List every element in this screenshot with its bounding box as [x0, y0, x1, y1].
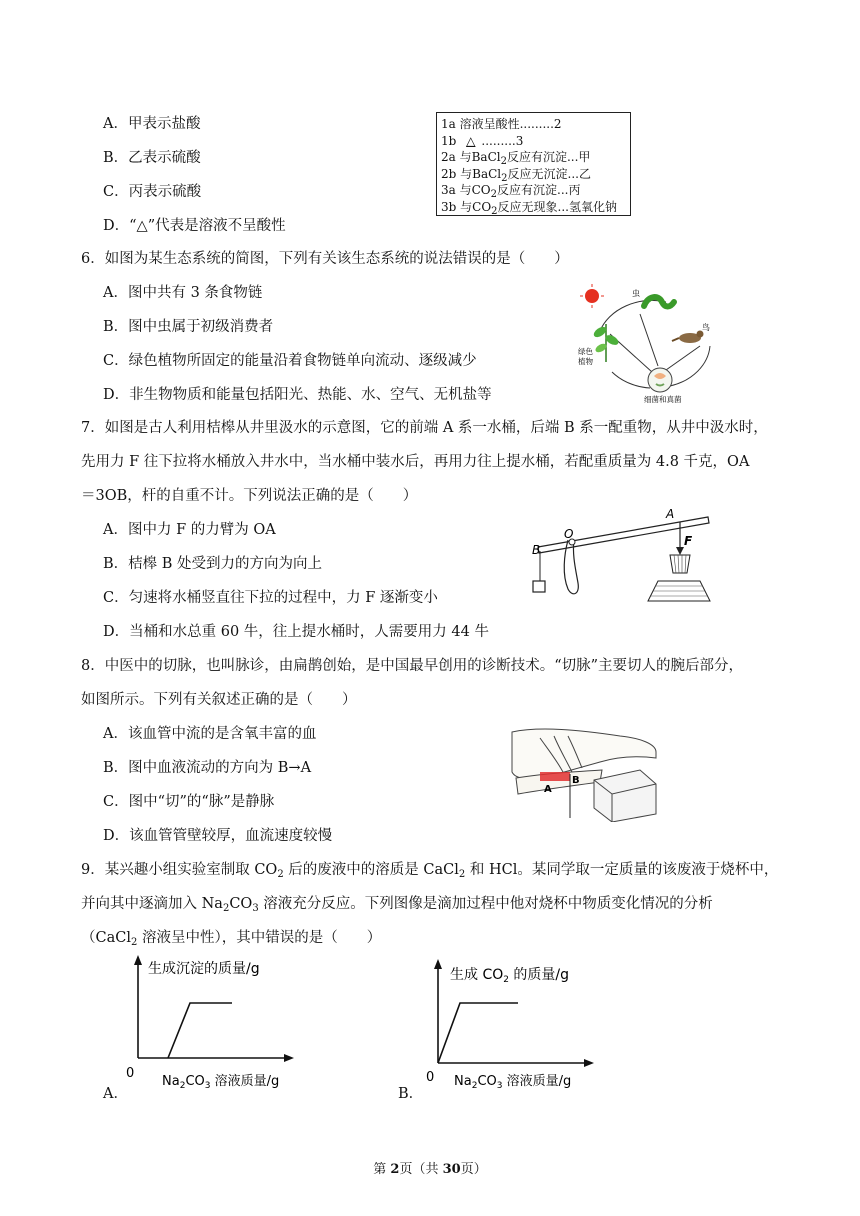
water-bucket	[670, 555, 690, 573]
q6-option-d: D．非生物物质和能量包括阳光、热能、水、空气、无机盐等	[103, 387, 492, 403]
q8-option-d: D．该血管管壁较厚，血流速度较慢	[103, 828, 333, 844]
label-insect: 虫	[632, 289, 640, 298]
q7-option-d: D．当桶和水总重 60 牛，往上提水桶时，人需要用力 44 牛	[103, 624, 489, 640]
q7-stem-line-3: ＝3OB，杆的自重不计。下列说法正确的是（ ）	[81, 488, 418, 504]
label-a: A	[666, 507, 675, 521]
graph-b-x-arrow	[584, 1059, 594, 1067]
key-line-2: 1b △ .........3	[441, 133, 524, 148]
q6-option-a: A．图中共有 3 条食物链	[103, 285, 263, 301]
key-line-1: 1a 溶液呈酸性.........2	[441, 117, 562, 131]
label-plant-2: 植物	[578, 357, 593, 366]
label-a: A	[544, 784, 552, 795]
cycle-arc-top	[600, 301, 666, 331]
total-pages: 30	[442, 1162, 461, 1177]
current-page: 2	[390, 1162, 400, 1177]
graph-b-y-arrow	[434, 959, 442, 969]
wrist-pillow	[594, 770, 656, 822]
q7-option-a: A．图中力 F 的力臂为 OA	[103, 522, 276, 538]
q9-stem-line-2: 并向其中逐滴加入 $Na_2CO_3$ 溶液充分反应。下列图像是滴加过程中他对烧杯中物质变化情况的分析	[81, 896, 713, 914]
counterweight-box	[533, 581, 545, 592]
q8-option-a: A．该血管中流的是含氧丰富的血	[103, 726, 317, 742]
label-b: B	[532, 543, 541, 557]
key-line-5: 3a 与$CO_2$反应有沉淀...丙	[441, 183, 581, 201]
graph-b-origin: 0	[426, 1070, 435, 1085]
sun-icon	[585, 289, 599, 303]
graph-b-xlabel: $Na_2CO_3$ 溶液质量/g	[454, 1074, 572, 1091]
cycle-arc-bottom	[612, 372, 650, 388]
graph-a-x-arrow	[284, 1054, 294, 1062]
q8-stem-line-1: 8．中医中的切脉，也叫脉诊，由扁鹊创始，是中国最早创用的诊断技术。“切脉”主要切人的腕后部分，	[81, 658, 744, 674]
graph-a-origin: 0	[126, 1066, 135, 1081]
key-line-3: 2a 与BaCl$_2$反应有沉淀...甲	[441, 150, 591, 168]
q8-option-b: B．图中血液流动的方向为 B→A	[103, 760, 312, 776]
q7-stem-line-1: 7．如图是古人利用桔槔从井里汲水的示意图，它的前端 A 系一水桶，后端 B 系一配重物，从井中汲水时，	[81, 420, 768, 436]
graph-a-y-arrow	[134, 955, 142, 965]
plant-icon	[592, 324, 620, 362]
triangle-symbol: △	[466, 133, 476, 148]
q6-option-b: B．图中虫属于初级消费者	[103, 319, 274, 335]
q7-option-c: C．匀速将水桶竖直往下拉的过程中，力 F 逐渐变小	[103, 590, 438, 606]
key-line-6: 3b 与$CO_2$反应无现象...氢氧化钠	[441, 199, 617, 217]
q9-stem-line-3: （CaCl$_2$ 溶液呈中性），其中错误的是（ ）	[81, 930, 382, 948]
graph-b	[418, 953, 608, 1093]
pivot-rope	[564, 540, 578, 594]
radial-artery	[540, 772, 570, 781]
q9-stem-line-1: 9．某兴趣小组实验室制取 $CO_2$ 后的废液中的溶质是 CaCl$_2$ 和 HCl。某同学取一定质量的该废液于烧杯中，	[81, 862, 779, 880]
graph-b-curve	[438, 1003, 518, 1063]
label-decomposer: 细菌和真菌	[644, 395, 682, 404]
q5-option-c: C．丙表示硫酸	[103, 184, 202, 200]
graph-a-curve	[168, 1003, 232, 1058]
graph-a-ylabel: 生成沉淀的质量/g	[148, 961, 260, 977]
ecosystem-diagram	[570, 284, 730, 404]
label-bird: 鸟	[702, 323, 710, 332]
q5-option-a: A．甲表示盐酸	[103, 116, 201, 132]
pulse-diagnosis-figure	[510, 722, 660, 822]
graph-a	[118, 953, 308, 1093]
graph-b-label: B．	[398, 1086, 424, 1102]
q5-option-d: D．“△”代表是溶液不呈酸性	[103, 218, 286, 234]
key-line-4: 2b 与BaCl$_2$反应无沉淀...乙	[441, 166, 591, 184]
page-footer: 第 2页（共 30页）	[373, 1162, 487, 1177]
graph-a-xlabel: $Na_2CO_3$ 溶液质量/g	[162, 1074, 280, 1091]
arrow-bird-decomposer	[666, 346, 700, 370]
q7-stem-line-2: 先用力 F 往下拉将水桶放入井水中，当水桶中装水后，再用力往上提水桶，若配重质量为 4.8 千克，OA	[81, 454, 750, 470]
cycle-arc-right	[670, 346, 710, 386]
graph-a-label: A．	[103, 1086, 128, 1102]
q8-option-c: C．图中“切”的“脉”是静脉	[103, 794, 275, 810]
label-o: O	[564, 527, 574, 541]
graph-b-ylabel: 生成 $CO_2$ 的质量/g	[450, 967, 570, 985]
q5-option-b: B．乙表示硫酸	[103, 150, 201, 166]
q7-option-b: B．桔槔 B 处受到力的方向为向上	[103, 556, 323, 572]
force-arrow-head	[676, 547, 684, 555]
arrow-insect-decomposer	[640, 314, 658, 366]
q6-stem: 6．如图为某生态系统的简图，下列有关该生态系统的说法错误的是（ ）	[81, 251, 569, 267]
label-f: F	[684, 534, 693, 548]
bird-icon	[672, 331, 704, 344]
caterpillar-icon	[644, 297, 674, 306]
label-plant-1: 绿色	[578, 347, 593, 356]
decomposer-icon	[648, 368, 672, 392]
well-sweep-diagram	[528, 505, 718, 605]
q5-dichotomous-key	[436, 112, 631, 216]
q6-option-c: C．绿色植物所固定的能量沿着食物链单向流动、逐级减少	[103, 353, 477, 369]
label-b: B	[572, 775, 580, 786]
q8-stem-line-2: 如图所示。下列有关叙述正确的是（ ）	[81, 692, 357, 708]
